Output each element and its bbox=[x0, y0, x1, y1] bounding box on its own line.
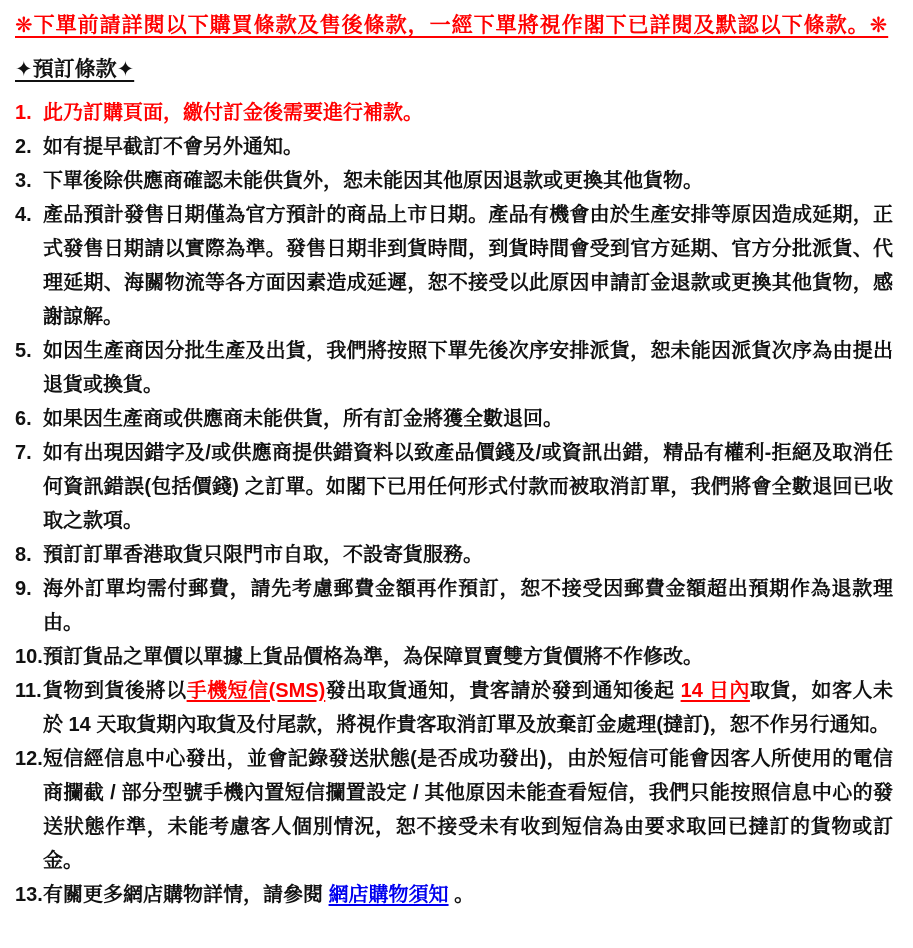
term-item bbox=[15, 572, 893, 640]
term-text-segment: 發出取貨通知，貴客請於發到通知後起 bbox=[325, 680, 681, 702]
term-item bbox=[15, 878, 893, 912]
term-text-segment: 如果因生產商或供應商未能供貨，所有訂金將獲全數退回。 bbox=[43, 408, 563, 430]
term-item bbox=[15, 96, 893, 130]
term-item bbox=[15, 402, 893, 436]
term-number: 5. bbox=[15, 340, 32, 362]
term-number: 3. bbox=[15, 170, 32, 192]
term-number: 1. bbox=[15, 102, 32, 124]
term-number: 11. bbox=[15, 680, 42, 702]
term-text bbox=[43, 572, 893, 640]
term-text-segment: 預訂訂單香港取貨只限門市自取，不設寄貨服務。 bbox=[43, 544, 483, 566]
term-text-segment: 如因生產商因分批生產及出貨，我們將按照下單先後次序安排派貨，恕未能因派貨次序為由提出退貨或換貨。 bbox=[43, 340, 893, 396]
term-item bbox=[15, 436, 893, 538]
purchase-notice-banner: ❋下單前請詳閱以下購買條款及售後條款，一經下單將視作閣下已詳閱及默認以下條款。❋ bbox=[15, 14, 889, 37]
term-text bbox=[43, 334, 893, 402]
term-text-segment: 產品預計發售日期僅為官方預計的商品上市日期。產品有機會由於生產安排等原因造成延期，正式發售日期請以實際為準。發售日期非到貨時間，到貨時間會受到官方延期、官方分批派貨、代理延期、海關物流等各方面因素造成延遲，恕不接受以此原因申請訂金退款或更換其他貨物，感謝諒解。 bbox=[43, 204, 893, 328]
term-text-segment: 如有出現因錯字及/或供應商提供錯資料以致產品價錢及/或資訊出錯，精品有權利-拒絕及取消任何資訊錯誤(包括價錢) 之訂單。如閣下已用任何形式付款而被取消訂單，我們將會全數退回已收取之款項。 bbox=[43, 442, 893, 532]
term-text bbox=[43, 742, 893, 878]
highlighted-red-text: 手機短信(SMS) bbox=[186, 680, 326, 702]
term-text bbox=[43, 96, 893, 130]
term-text-segment: 下單後除供應商確認未能供貨外，恕未能因其他原因退款或更換其他貨物。 bbox=[43, 170, 703, 192]
term-number: 13. bbox=[15, 884, 43, 906]
term-text bbox=[43, 130, 893, 164]
term-number: 8. bbox=[15, 544, 32, 566]
term-number: 6. bbox=[15, 408, 32, 430]
term-text-segment: 取貨，如客人未於 14 天取貨期內取貨及付尾款，將視作貴客取消訂單及放棄訂金處理(撻訂)，恕不作另行通知。 bbox=[43, 680, 894, 736]
term-text bbox=[43, 878, 893, 912]
term-text-segment: 短信經信息中心發出，並會記錄發送狀態(是否成功發出)，由於短信可能會因客人所使用的電信商攔截 / 部分型號手機內置短信攔置設定 / 其他原因未能查看短信，我們只能按照信息中心的發送狀態作準，未能考慮客人個別情況，恕不接受未有收到短信為由要求取回已撻訂的貨物或訂金。 bbox=[43, 748, 893, 872]
term-item bbox=[15, 640, 893, 674]
term-item bbox=[15, 538, 893, 572]
term-text-segment: 有關更多網店購物詳情，請參閱 bbox=[43, 884, 329, 906]
term-text-segment: 海外訂單均需付郵費，請先考慮郵費金額再作預訂，恕不接受因郵費金額超出預期作為退款理由。 bbox=[43, 578, 893, 634]
term-text-segment: 貨物到貨後將以 bbox=[43, 680, 187, 702]
term-text bbox=[43, 640, 893, 674]
term-item bbox=[15, 334, 893, 402]
term-text bbox=[43, 436, 893, 538]
highlighted-red-text: 14 日內 bbox=[680, 680, 750, 702]
term-text bbox=[43, 402, 893, 436]
term-text-segment: 預訂貨品之單價以單據上貨品價格為準，為保障買賣雙方貨價將不作修改。 bbox=[43, 646, 703, 668]
section-title-preorder-terms: ✦預訂條款✦ bbox=[15, 58, 135, 81]
term-text bbox=[43, 538, 893, 572]
term-text-segment: 如有提早截訂不會另外通知。 bbox=[43, 136, 303, 158]
terms-list bbox=[15, 96, 893, 912]
term-text bbox=[43, 198, 893, 334]
term-number: 2. bbox=[15, 136, 32, 158]
term-item bbox=[15, 742, 893, 878]
term-item bbox=[15, 674, 893, 742]
term-number: 12. bbox=[15, 748, 43, 770]
term-number: 4. bbox=[15, 204, 32, 226]
term-item bbox=[15, 130, 893, 164]
term-item bbox=[15, 164, 893, 198]
term-text-segment: 此乃訂購頁面，繳付訂金後需要進行補款。 bbox=[43, 102, 423, 124]
term-number: 10. bbox=[15, 646, 43, 668]
term-text-segment: 。 bbox=[448, 884, 475, 906]
term-text bbox=[43, 164, 893, 198]
section-title-row bbox=[15, 56, 893, 83]
shop-guide-link[interactable]: 網店購物須知 bbox=[328, 884, 449, 906]
term-text bbox=[43, 674, 893, 742]
term-number: 7. bbox=[15, 442, 32, 464]
term-number: 9. bbox=[15, 578, 32, 600]
term-item bbox=[15, 198, 893, 334]
